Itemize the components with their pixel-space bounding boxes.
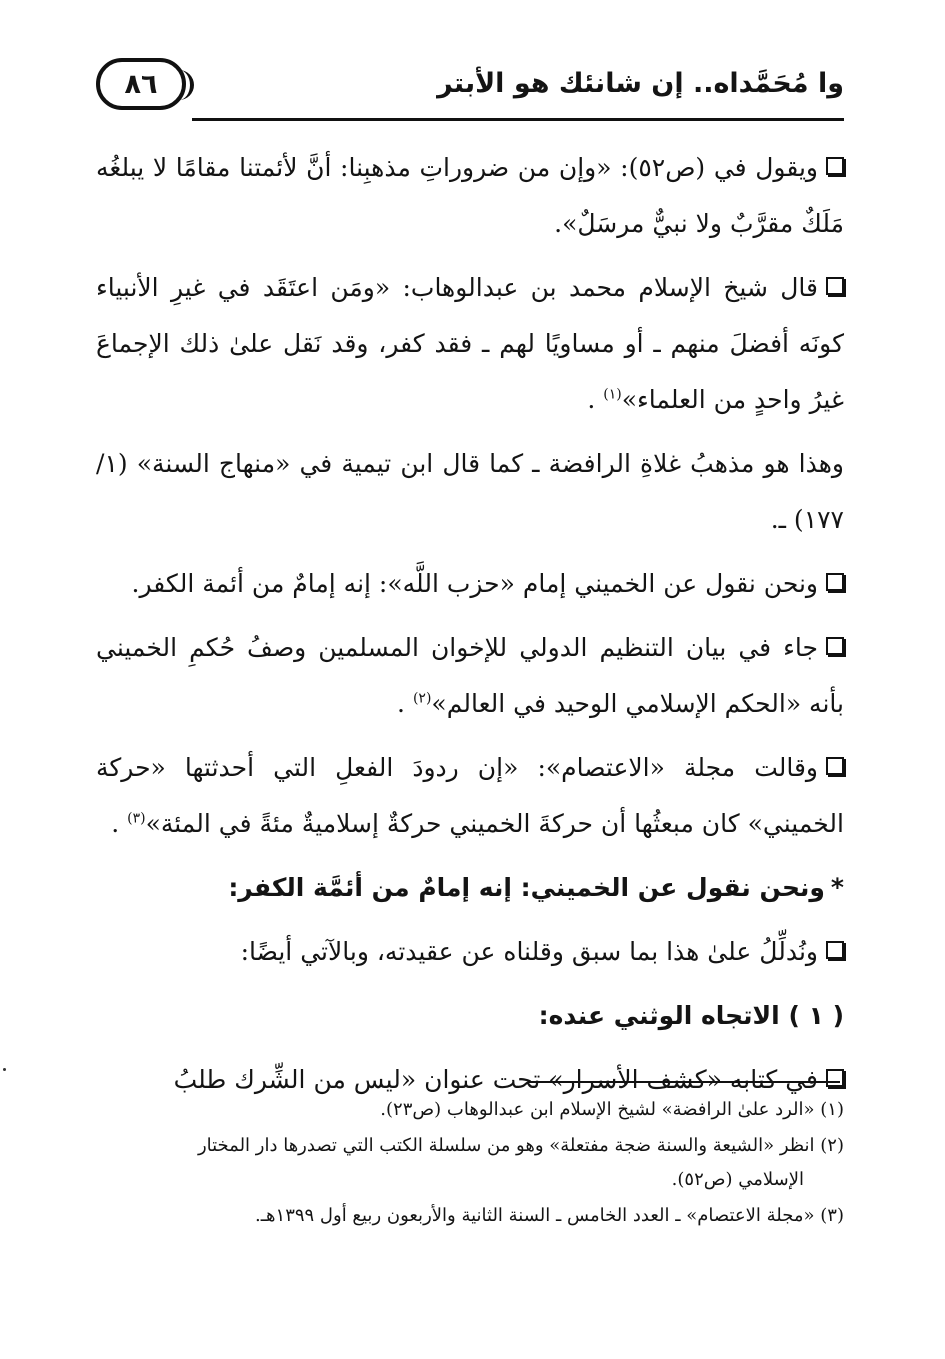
square-bullet-icon — [826, 1069, 844, 1087]
paragraph-text: ونحن نقول عن الخميني: إنه إمامٌ من أئمَّة الكفر: — [228, 873, 825, 902]
main-text — [96, 140, 844, 1116]
footnote-continuation: الإسلامي (ص٥٢). — [671, 1169, 804, 1190]
paragraph-text: ويقول في (ص٥٢): «وإن من ضروراتِ مذهبِنا: أنَّ لأئمتنا مقامًا لا يبلغُه مَلَكٌ مقرَّبٌ ولا نبيٌّ مرسَلٌ». — [96, 153, 844, 238]
paragraph — [96, 436, 844, 548]
footnote-number: (٢) — [814, 1135, 844, 1156]
square-bullet-icon — [826, 157, 844, 175]
paragraph-tail: . — [587, 385, 604, 414]
paragraph — [96, 620, 844, 732]
paragraph — [96, 860, 844, 916]
square-bullet-icon — [826, 573, 844, 591]
footnote-text: «الرد علىٰ الرافضة» لشيخ الإسلام ابن عبدالوهاب (ص٢٣). — [380, 1099, 815, 1120]
paragraph — [96, 260, 844, 428]
footnote-ref[interactable]: (٣) — [127, 810, 146, 827]
paragraph — [96, 740, 844, 852]
paragraph-text: جاء في بيان التنظيم الدولي للإخوان المسلمين وصفُ حُكمِ الخميني بأنه «الحكم الإسلامي الوحيد في العالم» — [96, 633, 844, 718]
paragraph — [96, 140, 844, 252]
square-bullet-icon — [826, 637, 844, 655]
square-bullet-icon — [826, 757, 844, 775]
footnote-item — [96, 1093, 844, 1127]
paragraph-text: وقالت مجلة «الاعتصام»: «إن ردودَ الفعلِ التي أحدثتها «حركة الخميني» كان مبعثُها أن حركةَ الخميني حركةٌ إسلاميةٌ مئةً في المئة» — [96, 753, 844, 838]
paragraph-tail: . — [111, 809, 128, 838]
paragraph — [96, 924, 844, 980]
running-header — [96, 56, 844, 122]
paragraph-text: وهذا هو مذهبُ غلاةِ الرافضة ـ كما قال ابن تيمية في «منهاج السنة» (١/ ١٧٧) ـ. — [96, 449, 844, 534]
square-bullet-icon — [826, 277, 844, 295]
footnotes — [96, 1093, 844, 1235]
paragraph-text: ( ١ ) الاتجاه الوثني عنده: — [538, 1001, 844, 1030]
footnote-text: «مجلة الاعتصام» ـ العدد الخامس ـ السنة الثانية والأربعون ربيع أول ١٣٩٩هـ. — [255, 1205, 815, 1226]
paragraph-text: قال شيخ الإسلام محمد بن عبدالوهاب: «ومَن اعتَقَد في غيرِ الأنبياء كونَه أفضلَ منهم ـ أو مساويًا لهم ـ فقد كفر، وقد نَقل علىٰ ذلك الإجماعَ غيرُ واحدٍ من العلماء» — [96, 273, 844, 414]
footnote-number: (٣) — [814, 1205, 844, 1226]
footnote-ref[interactable]: (١) — [603, 386, 622, 403]
page-number: ٨٦ — [96, 58, 186, 110]
footnote-rule — [528, 1081, 840, 1083]
footnote-number: (١) — [814, 1099, 844, 1120]
footnote-item — [96, 1199, 844, 1233]
paragraph — [96, 556, 844, 612]
stray-mark — [3, 1068, 6, 1071]
paragraph-text: ونحن نقول عن الخميني إمام «حزب اللَّه»: إنه إمامٌ من أئمة الكفر. — [131, 569, 818, 598]
paragraph-text: في كتابه «كشف الأسرار» تحت عنوان «ليس من الشِّرك طلبُ — [173, 1065, 818, 1094]
paragraph-tail: . — [397, 689, 413, 718]
asterisk-icon: * — [830, 873, 844, 902]
footnote-item — [96, 1129, 844, 1197]
footnote-ref[interactable]: (٢) — [412, 690, 432, 707]
header-rule — [192, 118, 844, 121]
square-bullet-icon — [826, 941, 844, 959]
footnote-text: انظر «الشيعة والسنة ضجة مفتعلة» وهو من سلسلة الكتب التي تصدرها دار المختار — [197, 1135, 815, 1156]
running-title: وا مُحَمَّداه.. إن شانئك هو الأبتر — [437, 68, 844, 99]
paragraph-text: ونُدلِّلُ علىٰ هذا بما سبق وقلناه عن عقيدته، وبالآتي أيضًا: — [240, 937, 818, 966]
paragraph — [96, 988, 844, 1044]
